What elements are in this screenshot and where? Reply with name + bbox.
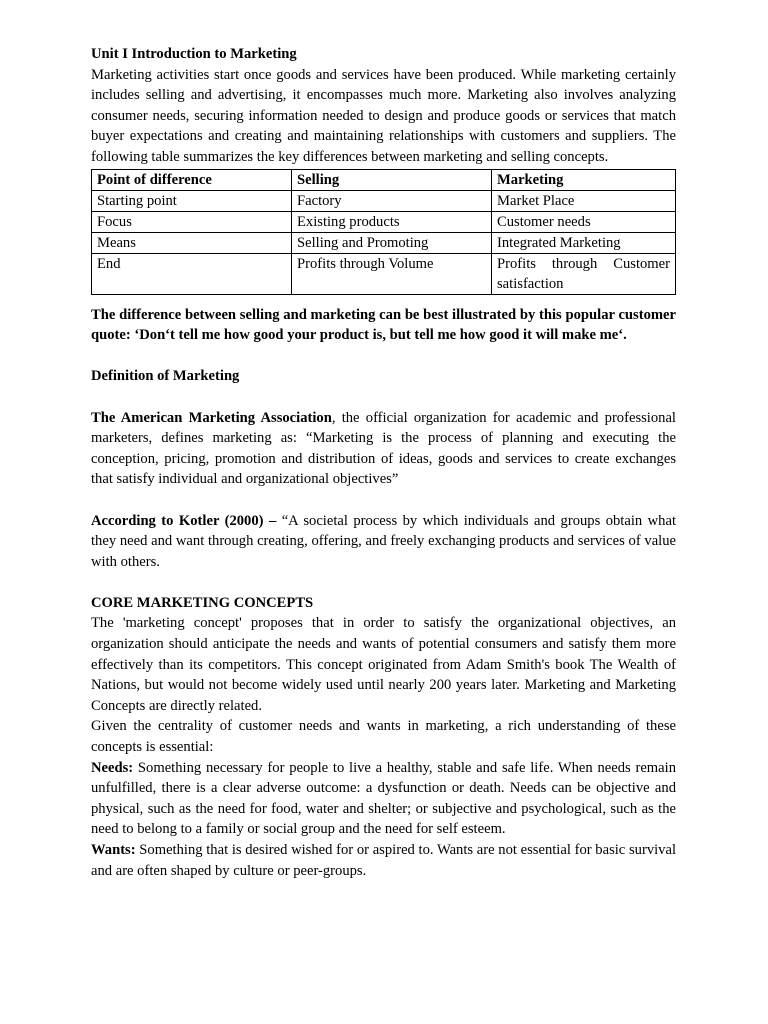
- unit-title: Unit I Introduction to Marketing: [91, 46, 297, 62]
- needs-text: Something necessary for people to live a healthy, stable and safe life. When needs remain unfulfilled, there is a clear adverse outcome: a dysfunction or death. Needs can be objective and physical, such as the need for food, water and shelter; or subjective and psychological, such as the need to belong to a family or social group and the need for self esteem.: [91, 759, 676, 838]
- table-header-cell: Point of difference: [92, 169, 292, 190]
- table-cell: Focus: [92, 211, 292, 232]
- core-paragraph: The 'marketing concept' proposes that in order to satisfy the organizational objectives, an organization should anticipate the needs and wants of potential consumers and satisfy them more effectively than its competitors. This concept originated from Adam Smith's book The Wealth of Nations, but would not become widely used until nearly 200 years later. Marketing and Marketing Concepts are directly related.: [91, 615, 676, 714]
- table-header-cell: Selling: [292, 169, 492, 190]
- kotler-text: “A societal process by which individuals and groups obtain what they need and want through creating, offering, and freely exchanging products and services of value with others.: [91, 512, 677, 570]
- table-cell: Market Place: [492, 190, 676, 211]
- table-cell: Factory: [292, 190, 492, 211]
- wants-paragraph: [91, 840, 676, 881]
- table-cell: Starting point: [92, 190, 292, 211]
- wants-lead: Wants:: [91, 842, 136, 858]
- table-cell: End: [92, 253, 292, 294]
- ama-lead: The American Marketing Association: [91, 409, 332, 426]
- table-cell: Existing products: [292, 211, 492, 232]
- wants-text: Something that is desired wished for or aspired to. Wants are not essential for basic survival and are often shaped by culture or peer-groups.: [91, 842, 676, 879]
- ama-paragraph: [91, 408, 676, 490]
- centrality-paragraph: Given the centrality of customer needs and wants in marketing, a rich understanding of these concepts is essential:: [91, 718, 676, 756]
- needs-lead: Needs:: [91, 759, 134, 776]
- table-header-row: [92, 169, 676, 190]
- table-cell: Profits through Customer satisfaction: [492, 253, 676, 294]
- needs-paragraph: [91, 758, 676, 840]
- comparison-table: [91, 169, 676, 295]
- core-heading: CORE MARKETING CONCEPTS: [91, 594, 314, 611]
- table-cell: Customer needs: [492, 211, 676, 232]
- kotler-paragraph: [91, 511, 676, 573]
- table-row: [92, 253, 676, 294]
- table-cell: Profits through Volume: [292, 253, 492, 294]
- table-cell: Selling and Promoting: [292, 232, 492, 253]
- quote-paragraph: The difference between selling and marketing can be best illustrated by this popular customer quote: ‘Don‘t tell me how good your product is, but tell me how good it will make me‘.: [91, 306, 676, 344]
- ama-text: , the official organization for academic and professional marketers, defines marketing as: “Marketing is the process of planning and executing the conception, pricing, promotion and distribution of ideas, goods and services to create exchanges that satisfy individual and organizational objectives”: [91, 409, 676, 488]
- table-header-cell: Marketing: [492, 169, 676, 190]
- table-row: [92, 232, 676, 253]
- table-cell: Means: [92, 232, 292, 253]
- table-cell: Integrated Marketing: [492, 232, 676, 253]
- intro-paragraph: Marketing activities start once goods and services have been produced. While marketing certainly includes selling and advertising, it encompasses much more. Marketing also involves analyzing consumer needs, securing information needed to design and produce goods or services that match buyer expectations and creating and maintaining relationships with customers and suppliers. The following table summarizes the key differences between marketing and selling concepts.: [91, 66, 676, 165]
- kotler-lead: According to Kotler (2000) –: [91, 512, 277, 529]
- definition-heading: Definition of Marketing: [91, 368, 240, 385]
- table-row: [92, 190, 676, 211]
- table-row: [92, 211, 676, 232]
